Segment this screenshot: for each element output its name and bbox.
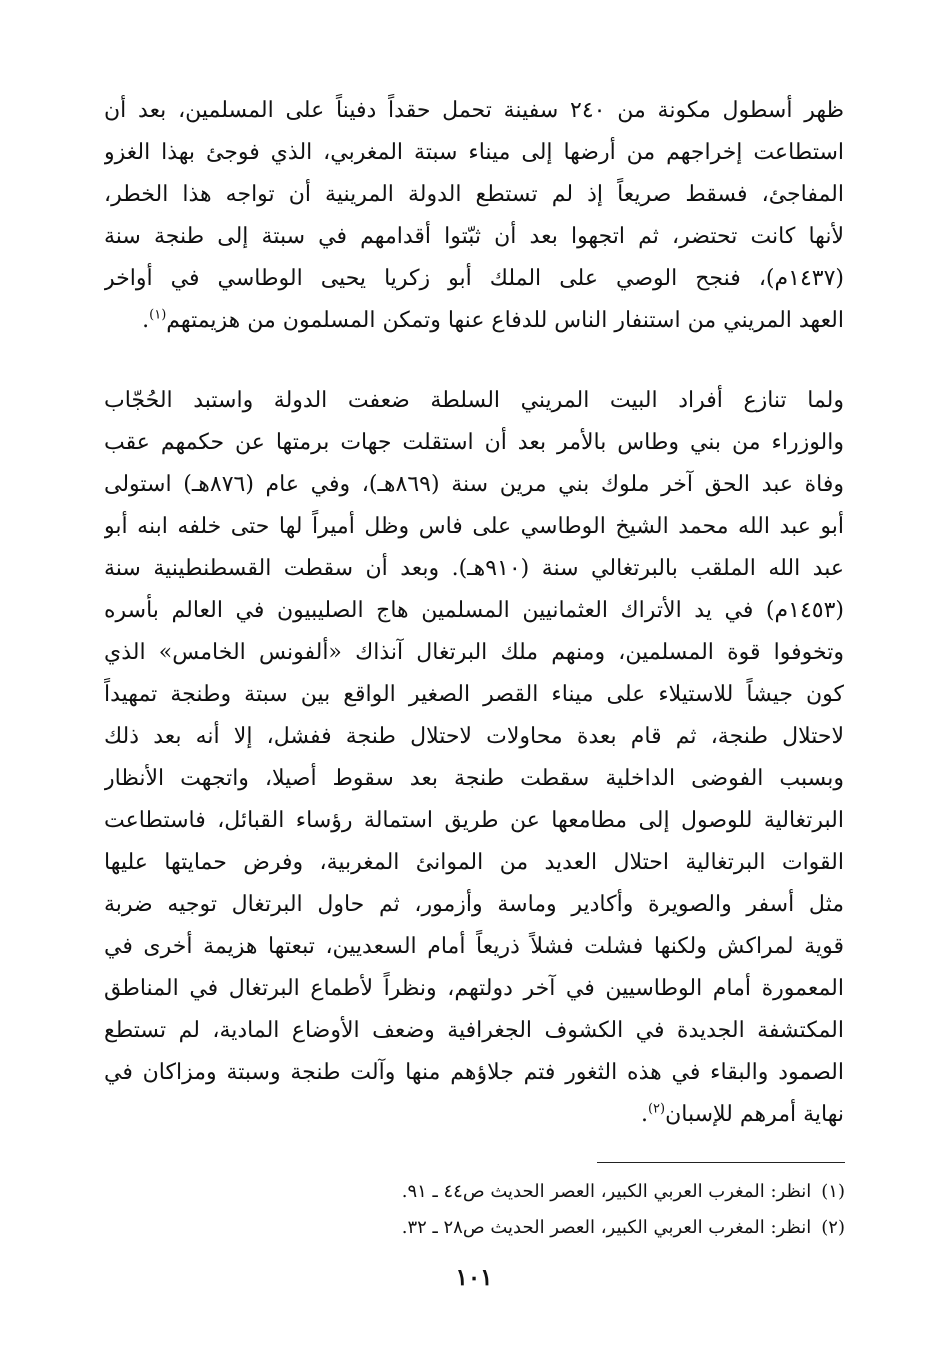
- line-end-punct: .: [640, 1102, 648, 1127]
- text-line: ظهر أسطول مكونة من ٢٤٠ سفينة تحمل حقداً دفيناً على المسلمين، بعد أن: [104, 98, 844, 123]
- text-line: (١٤٣٧م)، فنجح الوصي على الملك أبو زكريا يحيى الوطاسي في أواخر: [104, 266, 844, 291]
- footnotes: [300, 1174, 845, 1246]
- footnote-ref-1: (١): [149, 307, 167, 323]
- text-line: (١٤٥٣م) في يد الأتراك العثمانيين المسلمين هاج الصليبيون في العالم بأسره: [104, 598, 844, 623]
- line-end-punct: .: [142, 308, 150, 333]
- line-text: العهد المريني من استنفار الناس للدفاع عنها وتمكن المسلمون من هزيمتهم: [166, 308, 844, 333]
- footnote-ref-2: (٢): [647, 1101, 666, 1117]
- footnote-text: انظر: المغرب العربي الكبير، العصر الحديث ص٢٨ ـ ٣٢.: [401, 1217, 812, 1238]
- text-line-last: [104, 300, 844, 342]
- text-line: المكتشفة الجديدة في الكشوف الجغرافية وضعف الأوضاع المادية، لم تستطع: [104, 1018, 844, 1043]
- text-line-last: [104, 1094, 844, 1136]
- text-line: الصمود والبقاء في هذه الثغور فتم جلاؤهم منها وآلت طنجة وسبتة ومزاكان في: [104, 1060, 844, 1085]
- footnote-divider: [597, 1162, 845, 1163]
- text-line: المعمورة أمام الوطاسيين في آخر دولتهم، ونظراً لأطماع البرتغال في المناطق: [104, 976, 844, 1001]
- text-line: البرتغالية للوصول إلى مطامعها عن طريق استمالة رؤساء القبائل، فاستطاعت: [104, 808, 844, 833]
- text-line: وتخوفوا قوة المسلمين، ومنهم ملك البرتغال آنذاك «ألفونس الخامس» الذي: [104, 640, 844, 665]
- footnote-text: انظر: المغرب العربي الكبير، العصر الحديث ص٤٤ ـ ٩١.: [401, 1181, 812, 1202]
- footnote-2: [300, 1210, 845, 1246]
- text-line: مثل أسفر والصويرة وأكادير وماسة وأزمور، ثم حاول البرتغال توجيه ضربة: [104, 892, 844, 917]
- text-line: عبد الله الملقب بالبرتغالي سنة (٩١٠هـ). وبعد أن سقطت القسطنطينية سنة: [104, 556, 844, 581]
- text-line: والوزراء من بني وطاس بالأمر بعد أن استقلت جهات برمتها عن حكمهم عقب: [104, 430, 844, 455]
- text-line: أبو عبد الله محمد الشيخ الوطاسي على فاس وظل أميراً لها حتى خلفه ابنه أبو: [104, 514, 844, 539]
- text-line: استطاعت إخراجهم من أرضها إلى ميناء سبتة المغربي، الذي فوجئ بهذا الغزو: [104, 140, 844, 165]
- paragraph-1: [104, 90, 844, 342]
- text-line: وبسبب الفوضى الداخلية سقطت طنجة بعد سقوط أصيلا، واتجهت الأنظار: [104, 766, 844, 791]
- text-line: المفاجئ، فسقط صريعاً إذ لم تستطع الدولة المرينية أن تواجه هذا الخطر،: [104, 182, 844, 207]
- text-line: كون جيشاً للاستيلاء على ميناء القصر الصغير الواقع بين سبتة وطنجة تمهيداً: [104, 682, 844, 707]
- text-line: قوية لمراكش ولكنها فشلت فشلاً ذريعاً أمام السعديين، تبعتها هزيمة أخرى في: [104, 934, 844, 959]
- footnote-number: (١): [821, 1181, 845, 1202]
- footnote-number: (٢): [821, 1217, 845, 1238]
- line-text: نهاية أمرهم للإسبان: [665, 1102, 844, 1127]
- page-number: ١٠١: [455, 1264, 493, 1291]
- footnote-1: [300, 1174, 845, 1210]
- text-line: القوات البرتغالية احتلال العديد من الموانئ المغربية، وفرض حمايتها عليها: [104, 850, 844, 875]
- text-line: وفاة عبد الحق آخر ملوك بني مرين سنة (٨٦٩هـ)، وفي عام (٨٧٦هـ) استولى: [104, 472, 844, 497]
- text-line: ولما تنازع أفراد البيت المريني السلطة ضعفت الدولة واستبد الحُجّاب: [104, 388, 844, 413]
- paragraph-2: [104, 380, 844, 1136]
- text-line: لأنها كانت تحتضر، ثم اتجهوا بعد أن ثبّتوا أقدامهم في سبتة إلى طنجة سنة: [104, 224, 844, 249]
- text-line: لاحتلال طنجة، ثم قام بعدة محاولات لاحتلال طنجة ففشل، إلا أنه بعد ذلك: [104, 724, 844, 749]
